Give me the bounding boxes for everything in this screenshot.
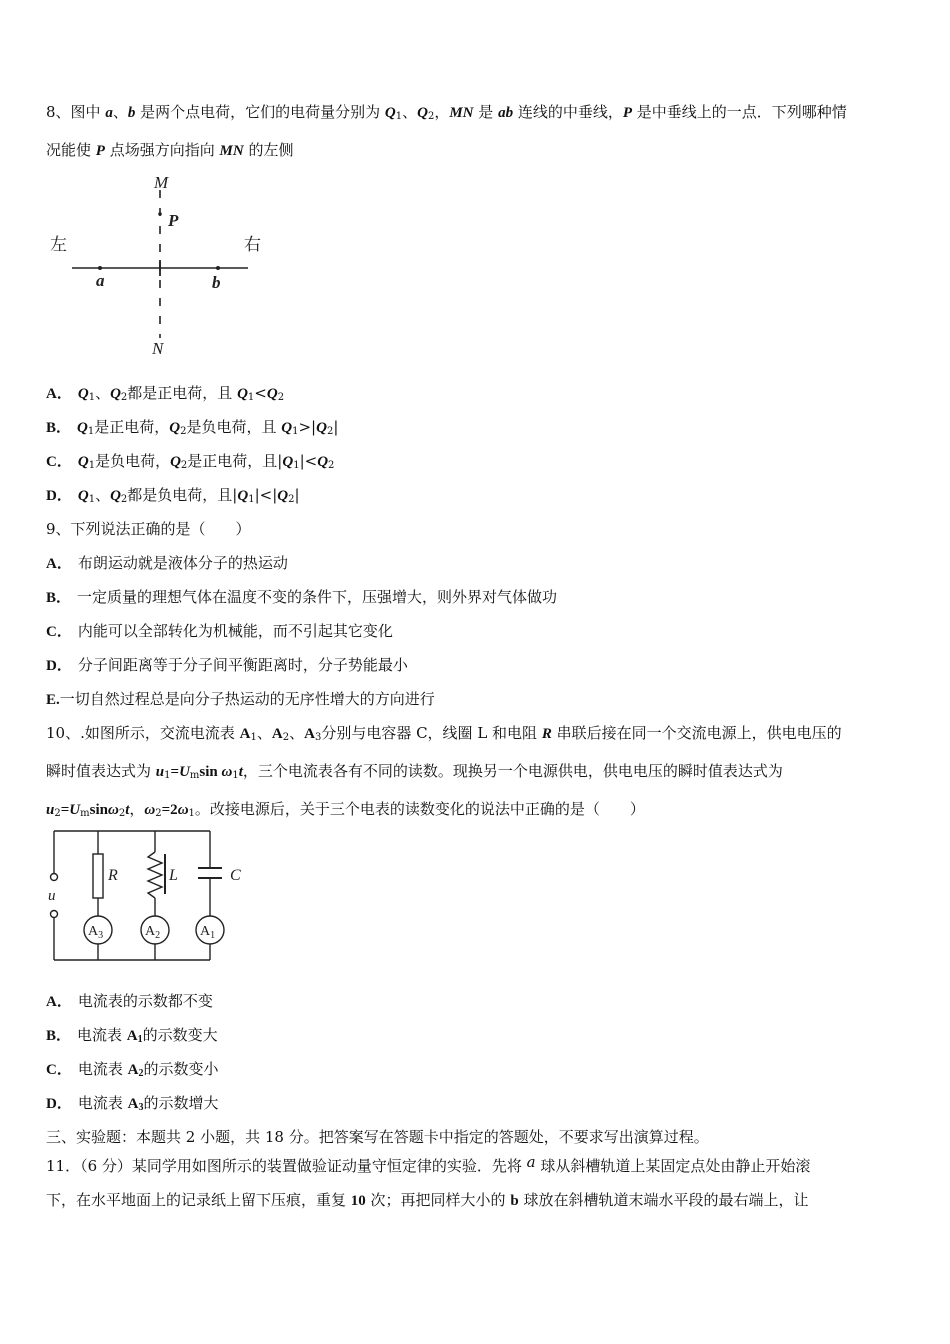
var-a: a: [105, 105, 113, 121]
text: |<: [299, 452, 318, 470]
var-p: P: [95, 143, 105, 159]
var-q: Q: [77, 454, 89, 470]
subscript: 1: [137, 1034, 143, 1045]
text: 瞬时值表达式为: [46, 762, 156, 780]
meter-a: A: [126, 1028, 138, 1044]
text: sin: [89, 802, 108, 818]
var-q: Q: [110, 386, 121, 402]
text: 次；再把同样大小的: [365, 1191, 511, 1209]
text: 是两个点电荷，它们的电荷量分别为: [135, 103, 385, 121]
text: =: [60, 802, 70, 818]
var-omega: ω: [144, 802, 156, 818]
var-t: t: [238, 764, 243, 780]
text: ，: [129, 800, 145, 818]
option-key: D．: [46, 488, 72, 504]
label-r: R: [108, 867, 118, 884]
subscript: m: [189, 770, 200, 781]
var-p: P: [622, 105, 633, 121]
text: |: [333, 418, 339, 436]
text: 是正电荷，: [94, 418, 170, 436]
label-b: b: [212, 273, 221, 292]
subscript: 1: [247, 392, 255, 403]
label-c: C: [230, 867, 241, 884]
subscript: 2: [120, 494, 128, 505]
option-key: D．: [46, 1096, 72, 1112]
text: |<|: [254, 486, 278, 504]
q8-charge-diagram: [44, 168, 276, 360]
option-text: 的示数变大: [142, 1026, 218, 1044]
text: 是负电荷，: [95, 452, 171, 470]
text: sin: [199, 764, 222, 780]
text: =: [170, 764, 180, 780]
text: 点场强方向指向: [104, 141, 220, 159]
q10-option-d[interactable]: [46, 1093, 218, 1114]
var-omega: ω: [177, 802, 189, 818]
var-b: b: [510, 1193, 519, 1209]
option-key: A．: [46, 386, 72, 402]
var-q: Q: [77, 420, 88, 436]
subscript: 2: [326, 426, 334, 437]
var-q: Q: [237, 386, 248, 402]
subscript: 1: [88, 460, 96, 471]
text: 是负电荷，且: [186, 418, 282, 436]
text: 球放在斜槽轨道末端水平段的最右端上，让: [518, 1191, 809, 1209]
q10-circuit-diagram: [44, 828, 254, 966]
var-q: Q: [169, 420, 181, 436]
var-q: Q: [317, 454, 329, 470]
count: 10: [350, 1193, 366, 1209]
option-text: 电流表的示数都不变: [77, 992, 213, 1010]
q10-stem-line1: [46, 723, 842, 744]
label-a: a: [96, 271, 105, 290]
point-p-dot: [158, 212, 162, 216]
q8-option-c[interactable]: [46, 451, 334, 472]
subscript: 1: [232, 770, 239, 781]
ammeter-a2: $A_2$: [145, 924, 161, 941]
question-number: 8、图中: [46, 103, 106, 121]
var-r: R: [541, 726, 552, 742]
subscript: 2: [277, 392, 285, 403]
label-l: L: [169, 867, 178, 884]
option-text: 电流表: [77, 1060, 128, 1078]
ammeter-a3: $A_3$: [88, 924, 104, 941]
var-mn: MN: [449, 105, 474, 121]
var-omega: ω: [221, 764, 233, 780]
text: >|: [298, 418, 317, 436]
option-key: B．: [46, 1028, 72, 1044]
q8-option-a[interactable]: [46, 383, 284, 404]
text: |: [294, 486, 300, 504]
text: 都是正电荷，且: [127, 384, 238, 402]
var-q: Q: [281, 420, 293, 436]
text: ，三个电流表各有不同的读数。现换另一个电源供电，供电电压的瞬时值表达式为: [242, 762, 783, 780]
var-ab: ab: [498, 105, 514, 121]
option-text: 的示数变小: [143, 1060, 219, 1078]
option-key: C．: [46, 454, 72, 470]
var-q: Q: [316, 420, 327, 436]
option-key: D．: [46, 658, 72, 674]
q9-option-b[interactable]: [46, 587, 557, 608]
text: 、: [256, 724, 272, 742]
text: 、: [95, 486, 111, 504]
label-p: P: [168, 211, 179, 230]
q10-option-b[interactable]: [46, 1025, 218, 1046]
q8-option-d[interactable]: [46, 485, 300, 506]
text: 是中垂线上的一点．下列哪种情: [632, 103, 847, 121]
q10-stem-line3: [46, 799, 645, 820]
q10-stem-line2: [46, 761, 783, 782]
q8-stem-line1: [46, 102, 847, 123]
charge-b-dot: [216, 266, 220, 270]
q11-stem-line1: [46, 1152, 810, 1176]
q11-stem-line2: [46, 1190, 808, 1211]
subscript: 1: [250, 732, 257, 743]
q9-option-d[interactable]: [46, 655, 408, 676]
option-text: 布朗运动就是液体分子的热运动: [77, 554, 288, 572]
text: 、: [289, 724, 305, 742]
text: 10、.如图所示，交流电流表: [46, 724, 240, 742]
charge-a-dot: [98, 266, 102, 270]
option-key: E.: [46, 692, 60, 708]
text: 、: [95, 384, 111, 402]
option-text: 分子间距离等于分子间平衡距离时，分子势能最小: [77, 656, 408, 674]
text: 下，在水平地面上的记录纸上留下压痕，重复: [46, 1191, 351, 1209]
text: 是: [473, 103, 499, 121]
text: 是正电荷，且|: [187, 452, 283, 470]
q10-option-a[interactable]: [46, 991, 213, 1012]
subscript: 2: [54, 808, 61, 819]
label-right: 右: [244, 235, 261, 255]
var-q: Q: [277, 488, 289, 504]
text: =2: [161, 802, 178, 818]
section-heading: 三、实验题：本题共 2 小题，共 18 分。把答案写在答题卡中指定的答题处，不要求写出演算过程。: [46, 1128, 709, 1146]
text: 。改接电源后，关于三个电表的读数变化的说法中正确的是（ ）: [194, 800, 645, 818]
subscript: 1: [292, 426, 299, 437]
subscript: 2: [118, 808, 126, 819]
subscript: 3: [314, 732, 322, 743]
option-text: 内能可以全部转化为机械能，而不引起其它变化: [77, 622, 393, 640]
text: 分别与电容器 C，线圈 L 和电阻: [321, 724, 542, 742]
subscript: 3: [138, 1102, 144, 1113]
subscript: 1: [395, 111, 403, 122]
option-text: 一定质量的理想气体在温度不变的条件下，压强增大，则外界对气体做功: [77, 588, 558, 606]
meter-a: A: [239, 726, 251, 742]
var-omega: ω: [107, 802, 119, 818]
meter-a: A: [127, 1062, 139, 1078]
subscript: 1: [88, 494, 96, 505]
label-m: M: [154, 173, 169, 192]
text: 况能使: [46, 141, 96, 159]
option-key: B．: [46, 420, 72, 436]
var-mn: MN: [219, 143, 244, 159]
text: <: [254, 384, 267, 402]
subscript: 1: [188, 808, 195, 819]
subscript: 2: [282, 732, 290, 743]
var-q2: Q: [417, 105, 428, 121]
text: 的左侧: [243, 141, 294, 159]
var-a: a: [526, 1153, 536, 1171]
var-u: u: [155, 764, 165, 780]
text: 球从斜槽轨道上某固定点处由静止开始滚: [535, 1157, 811, 1175]
text: 、: [112, 103, 128, 121]
var-t: t: [125, 802, 130, 818]
var-u: U: [179, 764, 190, 780]
subscript: 2: [138, 1068, 144, 1079]
var-q: Q: [170, 454, 181, 470]
q8-option-b[interactable]: [46, 417, 338, 438]
subscript: 2: [180, 460, 188, 471]
ammeter-a1: $A_1$: [200, 924, 216, 941]
subscript: 1: [88, 392, 96, 403]
option-text: 电流表: [77, 1094, 128, 1112]
subscript: 2: [180, 426, 187, 437]
subscript: 1: [87, 426, 95, 437]
var-q: Q: [282, 454, 294, 470]
var-u: u: [46, 802, 55, 818]
text: 连线的中垂线，: [513, 103, 623, 121]
var-q1: Q: [384, 105, 396, 121]
text: 、: [402, 103, 418, 121]
var-u: U: [69, 802, 81, 818]
var-q: Q: [77, 488, 89, 504]
subscript: 2: [155, 808, 162, 819]
label-u: u: [48, 888, 56, 904]
var-q: Q: [237, 488, 249, 504]
q9-stem: 9、下列说法正确的是（ ）: [46, 520, 251, 538]
option-text: 一切自然过程总是向分子热运动的无序性增大的方向进行: [59, 690, 435, 708]
q9-option-c[interactable]: [46, 621, 393, 642]
subscript: m: [80, 808, 90, 819]
meter-a: A: [127, 1096, 139, 1112]
text: ，: [434, 103, 450, 121]
var-b: b: [127, 105, 136, 121]
option-text: 的示数增大: [143, 1094, 219, 1112]
text: 串联后接在同一个交流电源上，供电电压的: [551, 724, 842, 742]
meter-a: A: [271, 726, 283, 742]
q8-stem-line2: [46, 140, 293, 161]
option-key: A．: [46, 994, 72, 1010]
subscript: 2: [427, 111, 435, 122]
option-key: C．: [46, 1062, 72, 1078]
meter-a: A: [304, 726, 315, 742]
subscript: 1: [164, 770, 171, 781]
option-key: C．: [46, 624, 72, 640]
option-text: 电流表: [77, 1026, 127, 1044]
subscript: 1: [248, 494, 255, 505]
var-q: Q: [77, 386, 89, 402]
label-left: 左: [50, 235, 67, 255]
subscript: 2: [120, 392, 128, 403]
q9-option-a[interactable]: [46, 553, 288, 574]
q10-option-c[interactable]: [46, 1059, 218, 1080]
label-n: N: [152, 339, 164, 358]
subscript: 2: [288, 494, 295, 505]
subscript: 2: [328, 460, 335, 471]
text: 11．（6 分）某同学用如图所示的装置做验证动量守恒定律的实验．先将: [46, 1157, 527, 1175]
option-key: B．: [46, 590, 72, 606]
var-q: Q: [110, 488, 121, 504]
q9-option-e[interactable]: [46, 689, 435, 710]
var-q: Q: [266, 386, 278, 402]
text: 都是负电荷，且|: [127, 486, 238, 504]
subscript: 1: [293, 460, 300, 471]
option-key: A．: [46, 556, 72, 572]
